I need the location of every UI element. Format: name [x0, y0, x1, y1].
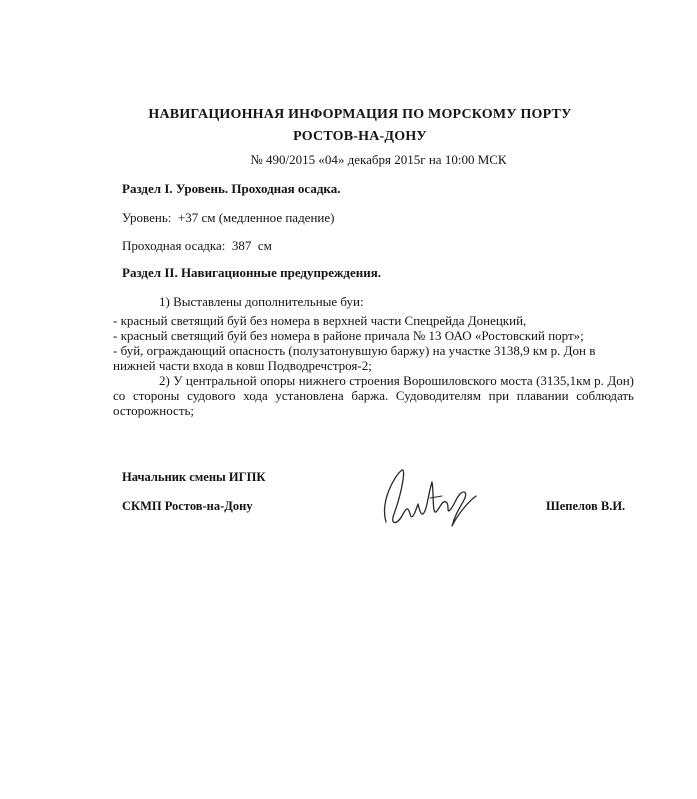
document-title: НАВИГАЦИОННАЯ ИНФОРМАЦИЯ ПО МОРСКОМУ ПОРТУ РОСТОВ-НА-ДОНУ: [148, 107, 572, 144]
section-2-heading: Раздел II. Навигационные предупреждения.: [122, 265, 382, 280]
section-1-heading: Раздел I. Уровень. Проходная осадка.: [122, 181, 341, 196]
buoy-item: - красный светящий буй без номера в районе причала № 13 ОАО «Ростовский порт»;: [113, 328, 584, 343]
buoy-item: - буй, ограждающий опасность (полузатонувшую баржу) на участке 3138,9 км р. Дон в нижней части входа в ковш Подводречстроя-2;: [113, 343, 596, 373]
water-level: Уровень: +37 см (медленное падение): [122, 210, 335, 225]
handwritten-signature: [372, 462, 482, 534]
passage-draft: Проходная осадка: 387 см: [122, 238, 272, 253]
signatory-position-line2: СКМП Ростов-на-Дону: [122, 499, 253, 513]
warning-item-1-intro: 1) Выставлены дополнительные буи:: [159, 294, 364, 309]
document-number-date: № 490/2015 «04» декабря 2015г на 10:00 МСК: [250, 152, 507, 167]
navigation-warnings: [113, 294, 634, 418]
buoy-item: - красный светящий буй без номера в верхней части Спецрейда Донецкий,: [113, 313, 527, 328]
signatory-position-line1: Начальник смены ИГПК: [122, 470, 266, 484]
warning-item-2: 2) У центральной опоры нижнего строения Ворошиловского моста (3135,1км р. Дон) со стороны судового хода установлена баржа. Судоводителям при плавании соблюдать осторожность;: [113, 373, 634, 418]
signatory-name: Шепелов В.И.: [546, 499, 626, 513]
